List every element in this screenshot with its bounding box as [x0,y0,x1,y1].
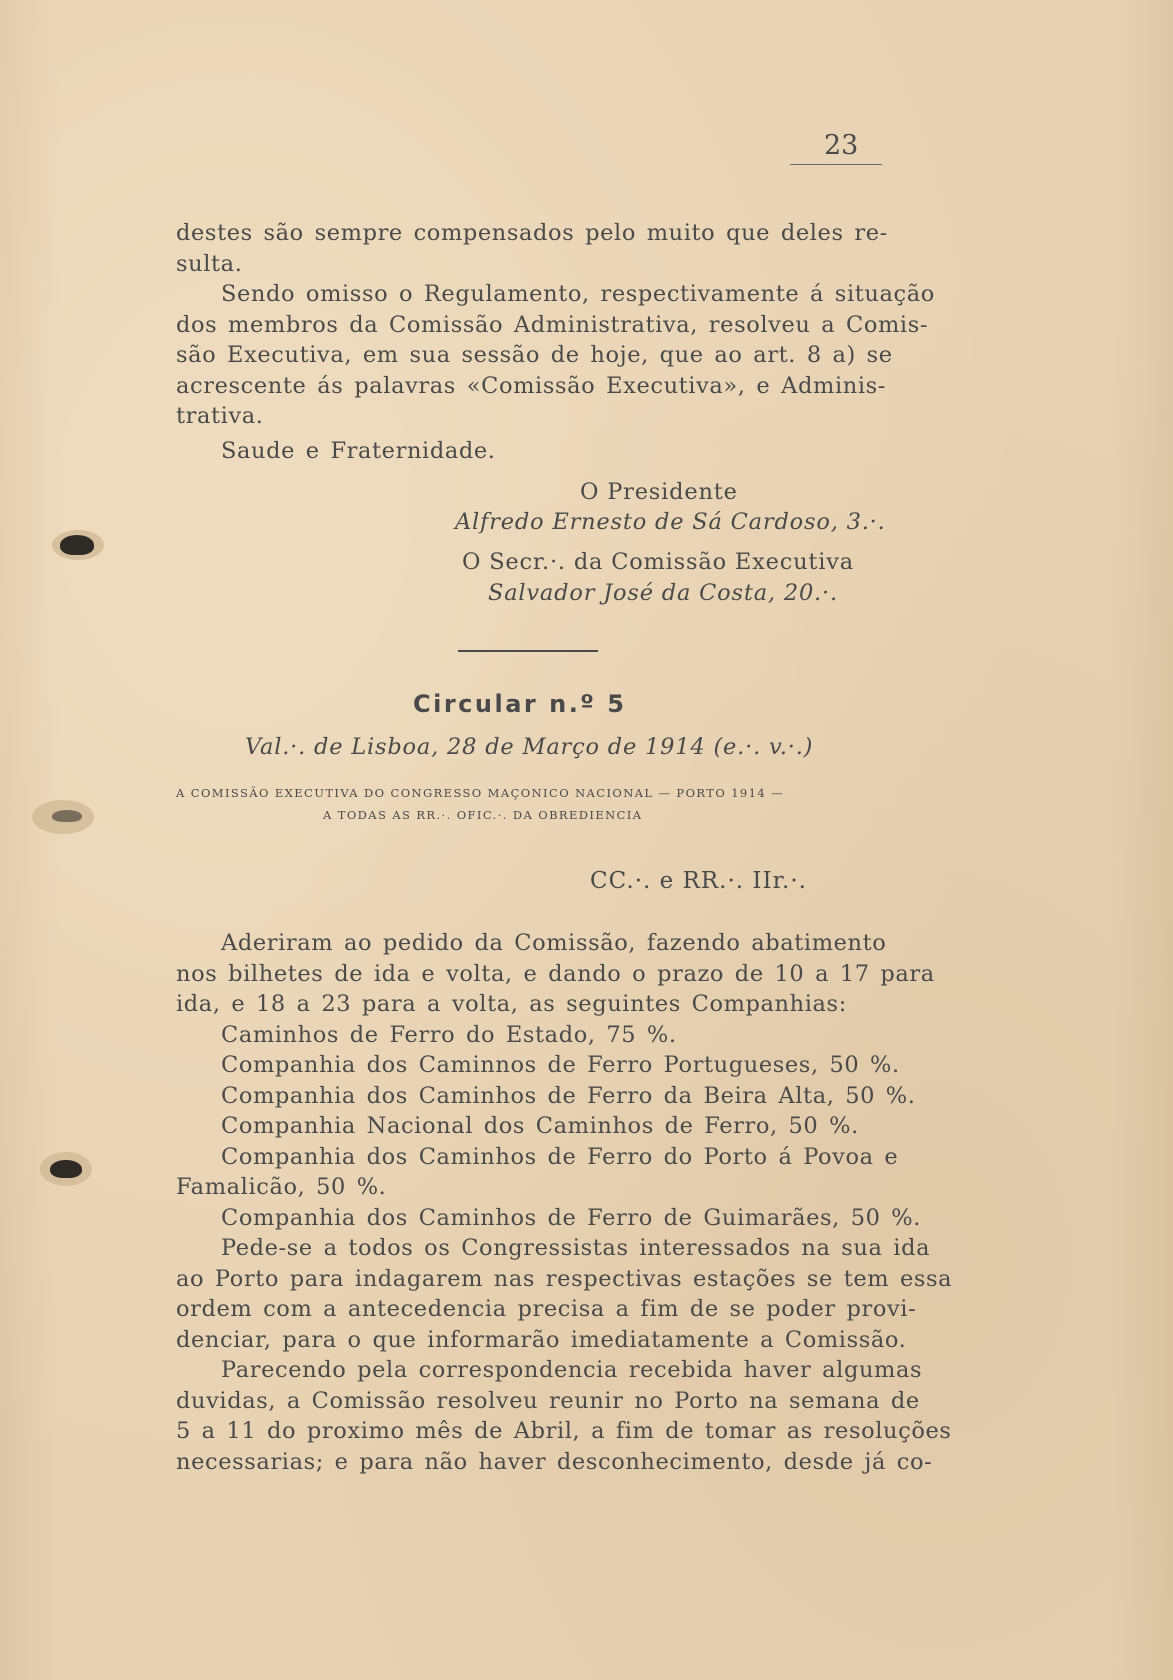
text-line: necessarias; e para não haver desconhecimento, desde já co- [176,1448,933,1475]
text-line: Pede-se a todos os Congressistas interessados na sua ida [221,1235,931,1261]
president-title: O Presidente [580,479,738,505]
text-line: duvidas, a Comissão resolveu reunir no Porto na semana de [176,1387,920,1414]
text-line: Sendo omisso o Regulamento, respectivamente á situação [221,281,935,307]
circular-body [176,928,953,1477]
punch-hole [60,535,94,555]
text-line: denciar, para o que informarão imediatamente a Comissão. [176,1326,907,1353]
text-line: acrescente ás palavras «Comissão Executiva», e Adminis- [176,372,886,399]
text-line: ao Porto para indagarem nas respectivas estações se tem essa [176,1265,953,1292]
circular-title: Circular n.º 5 [413,690,627,718]
section-divider [458,650,598,652]
text-line: Companhia dos Caminnos de Ferro Portugueses, 50 %. [221,1052,900,1078]
text-line: Parecendo pela correspondencia recebida haver algumas [221,1357,923,1383]
text-line: Companhia dos Caminhos de Ferro do Porto á Povoa e [221,1143,899,1170]
text-line: Companhia dos Caminhos de Ferro da Beira Alta, 50 %. [221,1082,916,1109]
text-line: dos membros da Comissão Administrativa, resolveu a Comis- [176,311,929,338]
text-line: nos bilhetes de ida e volta, e dando o prazo de 10 a 17 para [176,960,935,987]
text-line: trativa. [176,403,264,429]
secretary-title: O Secr.·. da Comissão Executiva [462,549,854,575]
punch-hole [50,1160,82,1178]
text-line: 5 a 11 do proximo mês de Abril, a fim de tomar as resoluções [176,1418,952,1444]
text-line: sulta. [176,250,243,277]
text-line: Caminhos de Ferro do Estado, 75 %. [221,1021,677,1048]
secretary-name: Salvador José da Costa, 20.·. [488,580,838,606]
text-line: Saude e Fraternidade. [221,437,496,464]
circular-header-line: A TODAS AS RR.·. OFIC.·. DA OBREDIENCIA [323,808,643,822]
text-line: Aderiram ao pedido da Comissão, fazendo abatimento [221,930,887,956]
text-line: destes são sempre compensados pelo muito que deles re- [176,220,888,246]
text-line: ordem com a antecedencia precisa a fim de se poder provi- [176,1296,917,1322]
text-line: ida, e 18 a 23 para a volta, as seguintes Companhias: [176,991,847,1017]
circular-dateline: Val.·. de Lisboa, 28 de Março de 1914 (e.·. v.·.) [245,734,814,760]
page-number: 23 [790,128,882,165]
punch-hole [52,810,82,822]
president-name: Alfredo Ernesto de Sá Cardoso, 3.·. [455,509,886,535]
greeting: CC.·. e RR.·. IIr.·. [590,868,807,894]
text-line: Famalicão, 50 %. [176,1174,387,1200]
text-line: Companhia Nacional dos Caminhos de Ferro, 50 %. [221,1113,859,1139]
top-paragraph [176,218,935,466]
text-line: são Executiva, em sua sessão de hoje, que ao art. 8 a) se [176,342,893,368]
circular-header-line: A COMISSÃO EXECUTIVA DO CONGRESSO MAÇONICO NACIONAL — PORTO 1914 — [176,786,785,800]
text-line: Companhia dos Caminhos de Ferro de Guimarães, 50 %. [221,1204,922,1231]
